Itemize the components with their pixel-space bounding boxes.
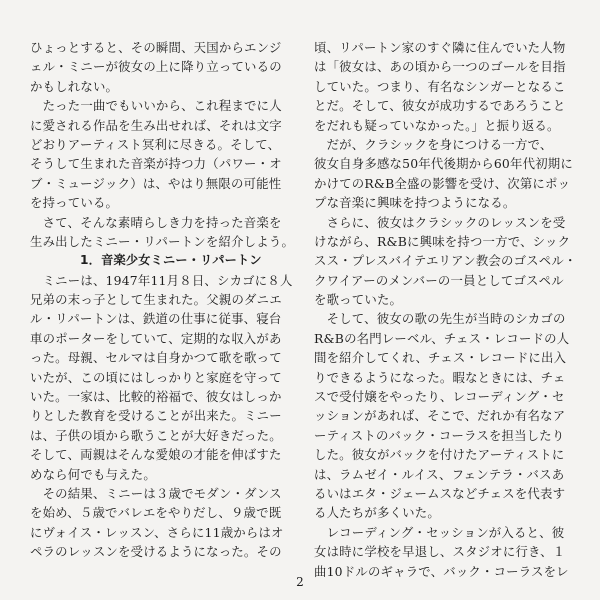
text-line: 彼女自身多感な50年代後期から60年代初期に bbox=[314, 156, 573, 172]
text-line: 生み出したミニー・リパートンを紹介しよう。 bbox=[30, 233, 295, 249]
text-line: した。彼女がバックを付けたアーティストに bbox=[314, 447, 565, 463]
text-line: レコーディング・セッションが入ると、彼 bbox=[314, 524, 565, 540]
text-line: さて、そんな素晴らしき力を持った音楽を bbox=[30, 214, 282, 230]
text-line: ッションがあれば、そこで、だれか有名なア bbox=[314, 408, 566, 424]
text-line: は「彼女は、あの頃から一つのゴールを目指 bbox=[314, 59, 566, 75]
text-line: していた。つまり、有名なシンガーとなるこ bbox=[314, 78, 566, 94]
text-line: 女は時に学校を早退し、スタジオに行き、１ bbox=[314, 544, 566, 560]
text-line: 間を紹介してくれ、チェス・レコードに出入 bbox=[314, 350, 567, 366]
text-line: 車のポーターをしていて、定期的な収入があ bbox=[30, 330, 282, 346]
text-line: とだ。そして、彼女が成功するであろうこと bbox=[314, 98, 566, 114]
text-line: めなら何でも与えた。 bbox=[30, 466, 156, 482]
text-line: を始め、５歳でバレエをやりだし、９歳で既 bbox=[30, 505, 282, 521]
text-line: けながら、R&Bに興味を持つ一方で、シック bbox=[314, 233, 571, 249]
text-line: ーティストのバック・コーラスを担当したり bbox=[314, 427, 565, 443]
text-line: に愛される作品を生み出せれば、それは文字 bbox=[30, 117, 282, 133]
text-line: 曲10ドルのギャラで、バック・コーラスをレ bbox=[314, 563, 569, 579]
text-line: クワイアーのメンバーの一員としてゴスペル bbox=[314, 272, 564, 288]
text-line: R&Bの名門レーベル、チェス・レコードの人 bbox=[314, 330, 570, 346]
text-line: を歌っていた。 bbox=[314, 292, 403, 308]
text-line: った。母親、セルマは自身かつて歌を歌って bbox=[30, 350, 282, 366]
text-line: をだれも疑っていなかった。」と振り返る。 bbox=[314, 117, 560, 133]
text-line: プな音楽に興味を持つようになる。 bbox=[314, 195, 516, 211]
text-line: ひょっとすると、その瞬間、天国からエンジ bbox=[30, 40, 282, 55]
text-line: ル・リパートンは、鉄道の仕事に従事、寝台 bbox=[30, 311, 282, 327]
section-heading: 1．音楽少女ミニー・リパートン bbox=[80, 253, 262, 268]
text-line: だが、クラシックを身につける一方で、 bbox=[314, 136, 553, 152]
text-line: その結果、ミニーは３歳でモダン・ダンス bbox=[30, 485, 282, 501]
text-line: 兄弟の末っ子として生まれた。父親のダニエ bbox=[30, 292, 282, 308]
page-number: 2 bbox=[296, 575, 304, 589]
text-line: かけてのR&B全盛の影響を受け、次第にポッ bbox=[314, 175, 571, 191]
text-line: にヴォイス・レッスン、さらに11歳からはオ bbox=[30, 524, 284, 540]
text-line: るいはエタ・ジェームスなどチェスを代表す bbox=[314, 485, 566, 501]
text-line: かもしれない。 bbox=[30, 78, 119, 94]
text-line: たった一曲でもいいから、これ程までに人 bbox=[30, 98, 282, 114]
text-line: は、ラムゼイ・ルイス、フェンテラ・バスあ bbox=[314, 466, 565, 482]
text-line: りできるようになった。暇なときには、チェ bbox=[314, 369, 566, 385]
text-line: スで受付嬢をやったり、レコーディング・セ bbox=[314, 389, 565, 405]
text-line: ペラのレッスンを受けるようになった。その bbox=[30, 544, 282, 560]
right-column bbox=[314, 38, 580, 581]
text-line: そして、彼女の歌の先生が当時のシカゴの bbox=[314, 311, 566, 327]
text-line: を持っている。 bbox=[30, 195, 119, 211]
text-line: ブ・ミュージック）は、やはり無限の可能性 bbox=[30, 175, 282, 191]
text-line: は、子供の頃から歌うことが大好きだった。 bbox=[30, 427, 282, 443]
text-line: そして、両親はそんな愛娘の才能を伸ばすた bbox=[30, 447, 282, 463]
text-line: る人たちが多くいた。 bbox=[314, 505, 440, 521]
text-line: ェル・ミニーが彼女の上に降り立っているの bbox=[30, 59, 282, 75]
text-line: スス・プレスバイテエリアン教会のゴスペル・ bbox=[314, 253, 577, 269]
text-line: 頃、リパートン家のすぐ隣に住んでいた人物 bbox=[314, 40, 566, 55]
text-line: ミニーは、1947年11月８日、シカゴに８人 bbox=[30, 272, 293, 288]
text-line: さらに、彼女はクラシックのレッスンを受 bbox=[314, 214, 566, 230]
left-column bbox=[30, 38, 296, 562]
text-line: いたが、この頃にはしっかりと家庭を守って bbox=[30, 369, 282, 385]
text-line: いた。一家は、比較的裕福で、彼女はしっか bbox=[30, 389, 282, 405]
text-line: そうして生まれた音楽が持つ力（パワー・オ bbox=[30, 156, 282, 172]
text-line: どおりアーティスト冥利に尽きる。そして、 bbox=[30, 136, 281, 152]
text-line: りとした教育を受けることが出来た。ミニー bbox=[30, 408, 282, 424]
